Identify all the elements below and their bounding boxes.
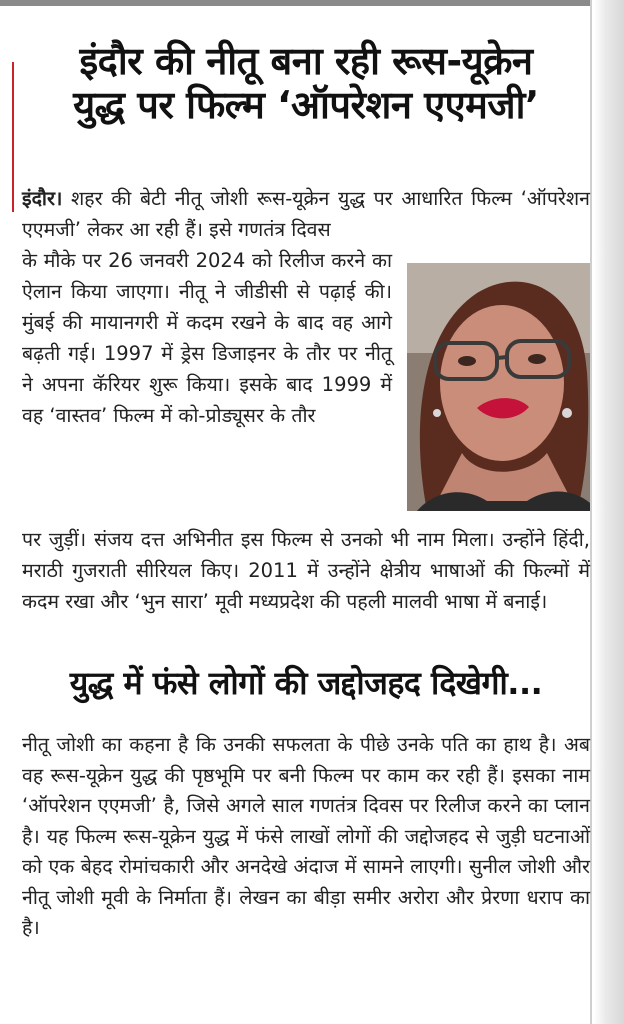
top-rule [0,0,590,6]
portrait-photo [407,263,590,511]
dateline: इंदौर। [22,187,63,210]
story-paragraph-top [22,183,590,245]
story-text-top: शहर की बेटी नीतू जोशी रूस-यूक्रेन युद्ध पर आधारित फिल्म ‘ऑपरेशन एएमजी’ लेकर आ रही हैं। इसे गणतंत्र दिवस [22,187,590,241]
story-paragraph-bottom: पर जुड़ीं। संजय दत्त अभिनीत इस फिल्म से उनको भी नाम मिला। उन्होंने हिंदी, मराठी गुजराती सीरियल किए। 2011 में उन्होंने क्षेत्रीय भाषाओं की फिल्मों में कदम रखा और ‘भुन सारा’ मूवी मध्यप्रदेश की पहली मालवी भाषा में बनाई। [22,528,590,613]
column-divider [590,0,592,1024]
story-paragraph-second: नीतू जोशी का कहना है कि उनकी सफलता के पीछे उनके पति का हाथ है। अब वह रूस-यूक्रेन युद्ध की पृष्ठभूमि पर बनी फिल्म पर काम कर रही हैं। इसका नाम ‘ऑपरेशन एएमजी’ है, जिसे अगले साल गणतंत्र दिवस पर रिलीज करने का प्लान है। यह फिल्म रूस-यूक्रेन युद्ध में फंसे लाखों लोगों की जद्दोजहद से जुड़ी घटनाओं को एक बेहद रोमांचकारी और अनदेखे अंदाज में सामने लाएगी। सुनील जोशी और नीतू जोशी मूवी के निर्माता हैं। लेखन का बीड़ा समीर अरोरा और प्रेरणा धराप का है। [22,733,590,939]
headline-accent-rule [12,62,14,212]
headline [22,40,590,127]
page-edge [594,0,624,1024]
headline-line-1: इंदौर की नीतू बना रही रूस-यूक्रेन [79,39,533,83]
portrait-photo-icon [407,263,590,511]
story-paragraph-wrap: के मौके पर 26 जनवरी 2024 को रिलीज करने का ऐलान किया जाएगा। नीतू ने जीडीसी से पढ़ाई की। मुंबई की मायानगरी में कदम रखने के बाद वह आगे बढ़ती गई। 1997 में ड्रेस डिजाइनर के तौर पर नीतू ने अपना कॅरियर शुरू किया। इसके बाद 1999 में वह ‘वास्तव’ फिल्म में को-प्रोड्यूसर के तौर [22,249,392,427]
subheadline: युद्ध में फंसे लोगों की जद्दोजहद दिखेगी... [69,664,543,702]
headline-line-2: युद्ध पर फिल्म ‘ऑपरेशन एएमजी’ [73,82,539,127]
